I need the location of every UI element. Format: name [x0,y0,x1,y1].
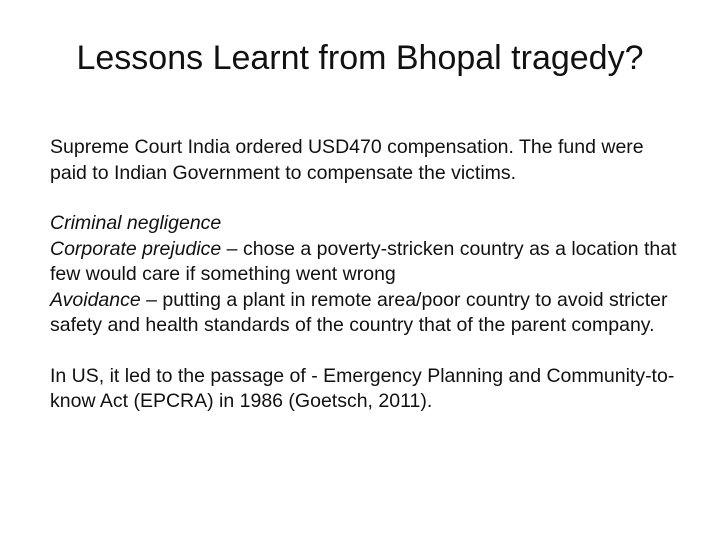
issue-corporate-prejudice [50,237,680,288]
paragraph-compensation: Supreme Court India ordered USD470 compensation. The fund were paid to Indian Government to compensate the victims. [50,136,644,184]
issue-term: Criminal negligence [50,212,222,234]
issue-description: – putting a plant in remote area/poor country to avoid stricter safety and health standards of the country that of the parent company. [50,288,668,336]
slide-title: Lessons Learnt from Bhopal tragedy? [76,39,644,77]
issue-avoidance [50,288,680,339]
issue-criminal-negligence [50,211,680,237]
paragraph-epcra: In US, it led to the passage of - Emergency Planning and Community-to-know Act (EPCRA) in 1986 (Goetsch, 2011). [50,364,675,412]
issue-term: Avoidance [50,288,141,311]
issue-description: – chose a poverty-stricken country as a location that few would care if something went wrong [50,237,677,285]
slide-body [50,135,680,440]
issue-term: Corporate prejudice [50,237,222,260]
paragraph-issues [50,211,680,339]
